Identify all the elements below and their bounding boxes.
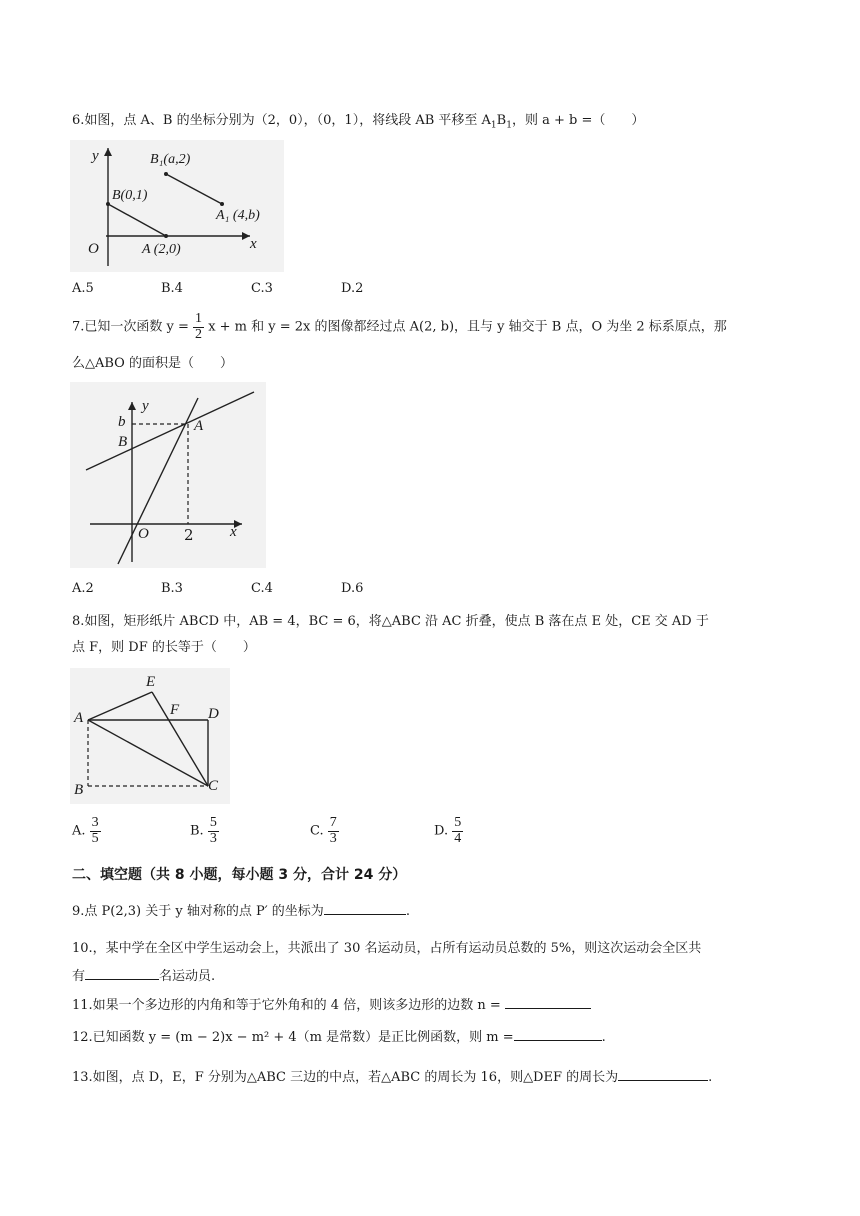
q7-option-b: B.3 bbox=[161, 581, 183, 596]
q6-stem: 6.如图，点 A、B 的坐标分别为（2，0），（0，1），将线段 AB 平移至 $A_1B_1$，则 a + b =（ ） bbox=[72, 113, 645, 131]
q13-stem: 13.如图，点 D，E，F 分别为△ABC 三边的中点，若△ABC 的周长为 16，则△DEF 的周长为 . bbox=[72, 1070, 713, 1085]
q7-label-A: A bbox=[194, 418, 204, 434]
q9-answer-blank[interactable] bbox=[324, 902, 406, 915]
q6-label-x: x bbox=[250, 236, 257, 252]
q7-label-x: x bbox=[230, 524, 237, 540]
q7-fraction: $\frac{1}{2}$ bbox=[195, 311, 203, 342]
q8-label-C: C bbox=[208, 778, 219, 794]
q6-label-A: A (2,0) bbox=[142, 242, 181, 257]
q11-stem: 11.如果一个多边形的内角和等于它外角和的 4 倍，则该多边形的边数 n = bbox=[72, 994, 591, 1013]
q7-option-d: D.6 bbox=[341, 581, 364, 596]
q7-label-B: B bbox=[118, 434, 128, 450]
q7-stem-line2: 么△ABO 的面积是（ ） bbox=[72, 356, 233, 371]
q6-figure bbox=[70, 140, 284, 272]
q8-stem-line1: 8.如图，矩形纸片 ABCD 中，AB = 4，BC = 6，将△ABC 沿 AC 折叠，使点 B 落在点 E 处，CE 交 AD 于 bbox=[72, 614, 709, 629]
q6-label-O: O bbox=[88, 241, 99, 257]
q6-label-B1: B₁(a,2) bbox=[150, 152, 191, 167]
q8-label-A: A bbox=[74, 710, 84, 726]
section-heading: 二、填空题（共 8 小题，每小题 3 分，合计 24 分） bbox=[72, 867, 407, 883]
q6-option-d: D.2 bbox=[341, 281, 364, 296]
q8-label-B: B bbox=[74, 782, 84, 798]
q9-stem: 9.点 P(2,3) 关于 y 轴对称的点 P′ 的坐标为 . bbox=[72, 904, 410, 919]
q6-option-a: A.5 bbox=[72, 281, 94, 296]
q8-option-b: B. $\frac{5}{3}$ bbox=[190, 815, 217, 846]
q7-label-2: 2 bbox=[184, 526, 194, 544]
q8-option-a: A. $\frac{3}{5}$ bbox=[72, 815, 99, 846]
q6-label-B: B(0,1) bbox=[112, 188, 148, 203]
q8-figure bbox=[70, 668, 230, 804]
q6-label-A1: A₁ (4,b) bbox=[216, 208, 260, 223]
q11-answer-blank[interactable] bbox=[505, 996, 591, 1009]
q10-stem-line2: 有 名运动员. bbox=[72, 969, 216, 984]
q8-option-d: D. $\frac{5}{4}$ bbox=[434, 815, 462, 846]
q6-option-b: B.4 bbox=[161, 281, 183, 296]
q7-option-c: C.4 bbox=[251, 581, 273, 596]
q7-label-y: y bbox=[142, 398, 149, 414]
q7-figure bbox=[70, 382, 266, 568]
q8-stem-line2: 点 F，则 DF 的长等于（ ） bbox=[72, 640, 256, 655]
q8-label-E: E bbox=[146, 674, 156, 690]
q7-label-O: O bbox=[138, 526, 149, 542]
q7-stem-line1: 7.已知一次函数 y = $\frac{1}{2}$ x + m 和 y = 2x 的图像都经过点 A(2, b)，且与 y 轴交于 B 点，O 为坐 2 标系原点，那 bbox=[72, 311, 727, 342]
q10-stem-line1: 10.，某中学在全区中学生运动会上，共派出了 30 名运动员，占所有运动员总数的 5%，则这次运动会全区共 bbox=[72, 941, 702, 956]
q8-option-c: C. $\frac{7}{3}$ bbox=[310, 815, 337, 846]
q7-label-b: b bbox=[118, 414, 126, 430]
q6-option-c: C.3 bbox=[251, 281, 273, 296]
q10-answer-blank[interactable] bbox=[85, 967, 159, 980]
q8-label-F: F bbox=[170, 702, 180, 718]
q6-label-y: y bbox=[92, 148, 99, 164]
q13-answer-blank[interactable] bbox=[618, 1068, 708, 1081]
q12-stem: 12.已知函数 y = (m − 2)x − m² + 4（m 是常数）是正比例函数，则 m = . bbox=[72, 1030, 606, 1045]
q7-option-a: A.2 bbox=[72, 581, 94, 596]
q12-answer-blank[interactable] bbox=[514, 1028, 602, 1041]
q8-label-D: D bbox=[208, 706, 219, 722]
